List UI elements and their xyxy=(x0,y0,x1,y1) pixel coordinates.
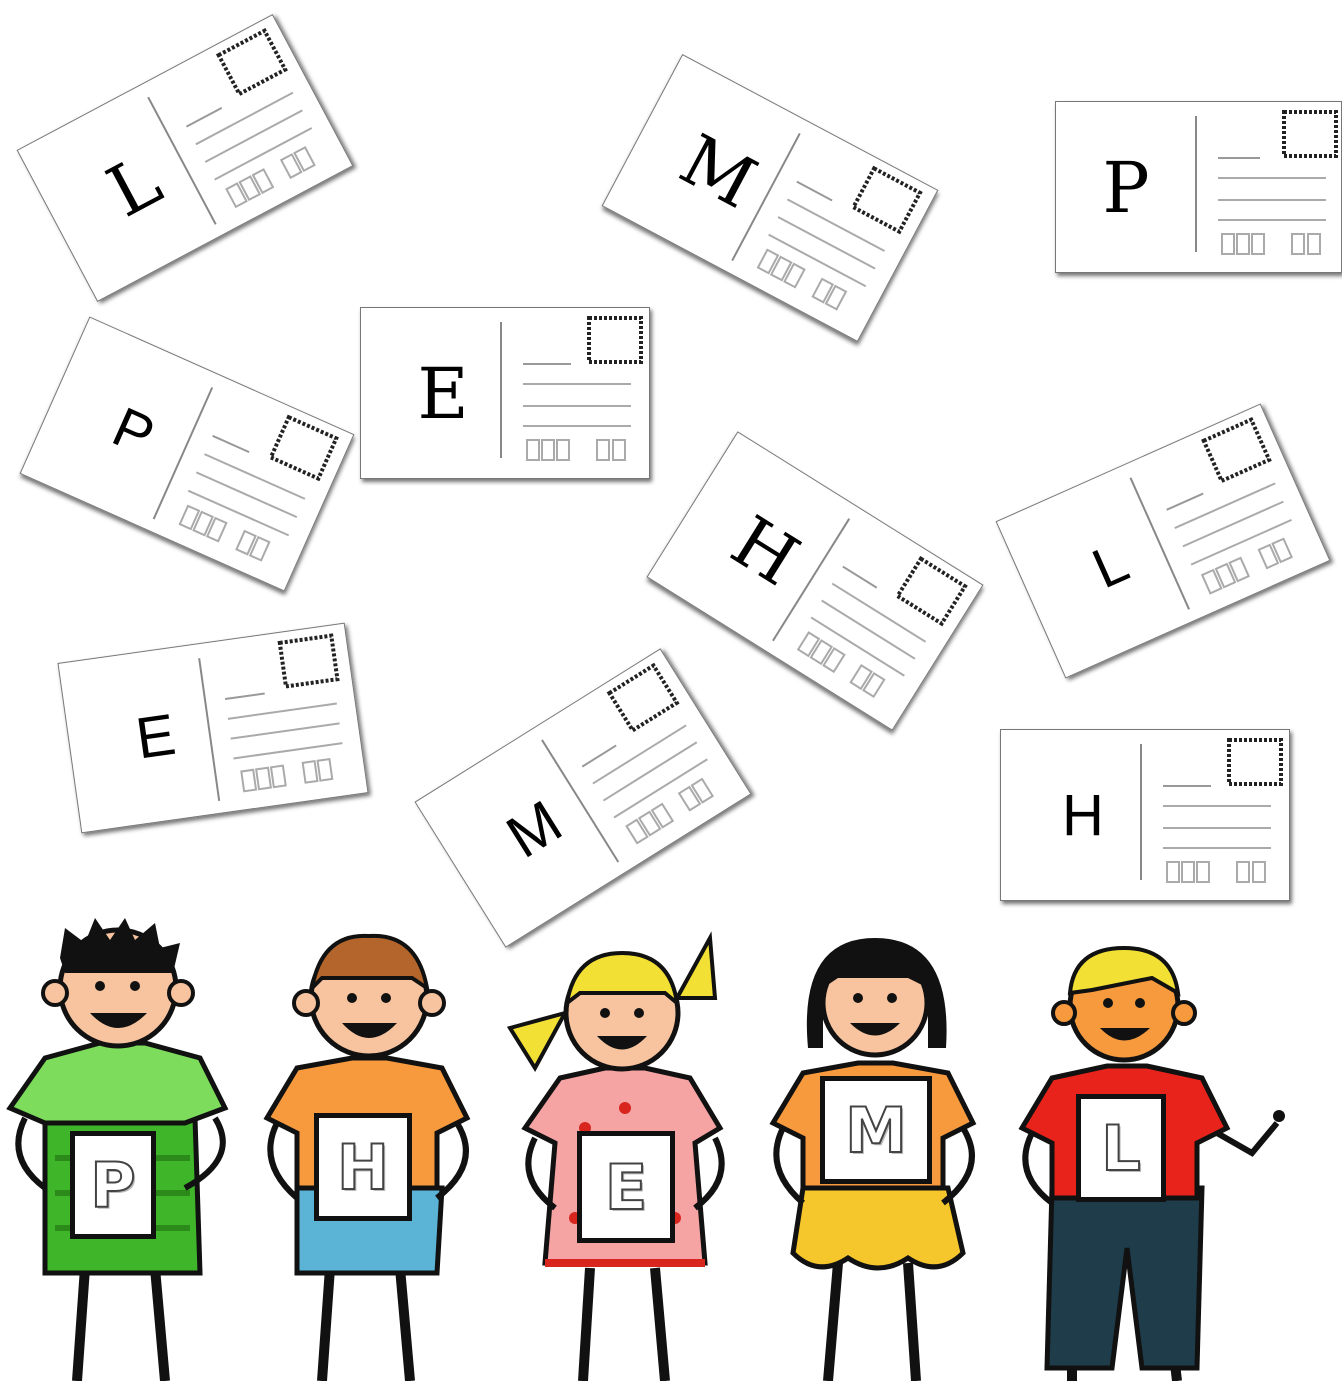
postcard-1[interactable] xyxy=(17,14,354,302)
stamp-icon xyxy=(1204,420,1269,481)
sign-letter: H xyxy=(337,1130,389,1204)
child-4 xyxy=(758,918,998,1381)
stamp-icon xyxy=(853,168,920,231)
postcard-letter: E xyxy=(131,701,180,772)
letter-sign xyxy=(1076,1094,1166,1202)
postcard-letter: H xyxy=(717,500,813,603)
postcard-letter: L xyxy=(1083,529,1138,601)
child-1 xyxy=(5,918,245,1381)
postcard-letter: H xyxy=(1062,783,1104,848)
postcard-6[interactable] xyxy=(646,431,983,731)
stamp-icon xyxy=(219,31,286,94)
postcard-8[interactable] xyxy=(57,623,368,834)
child-2 xyxy=(252,918,492,1381)
letter-sign xyxy=(577,1131,675,1243)
stamp-icon xyxy=(1284,112,1336,156)
stamp-icon xyxy=(1229,740,1281,784)
postcard-9[interactable] xyxy=(414,648,751,948)
child-5 xyxy=(1012,918,1302,1381)
letter-sign xyxy=(70,1131,156,1239)
sign-letter: M xyxy=(845,1093,907,1167)
postcard-7[interactable] xyxy=(996,403,1331,678)
postcard-10[interactable] xyxy=(1000,729,1290,901)
postcard-letter: M xyxy=(667,118,770,225)
child-3 xyxy=(505,918,745,1381)
stamp-icon xyxy=(271,417,336,478)
sign-letter: E xyxy=(604,1150,648,1224)
letter-sign xyxy=(314,1113,412,1221)
stamp-icon xyxy=(609,666,676,731)
postcard-letter: L xyxy=(94,139,175,234)
postcard-letter: P xyxy=(103,394,164,468)
sign-letter: L xyxy=(1101,1111,1141,1185)
sign-letter: P xyxy=(90,1148,136,1222)
stamp-icon xyxy=(898,559,965,624)
letter-sign xyxy=(820,1076,932,1184)
stamp-icon xyxy=(280,636,338,687)
postcard-3[interactable] xyxy=(1055,101,1342,273)
postcard-5[interactable] xyxy=(360,307,650,479)
postcard-letter: P xyxy=(1102,147,1150,229)
stamp-icon xyxy=(589,318,641,362)
postcard-4[interactable] xyxy=(20,316,355,591)
postcard-letter: E xyxy=(417,353,469,435)
postcard-2[interactable] xyxy=(602,54,939,342)
postcard-letter: M xyxy=(495,787,574,871)
